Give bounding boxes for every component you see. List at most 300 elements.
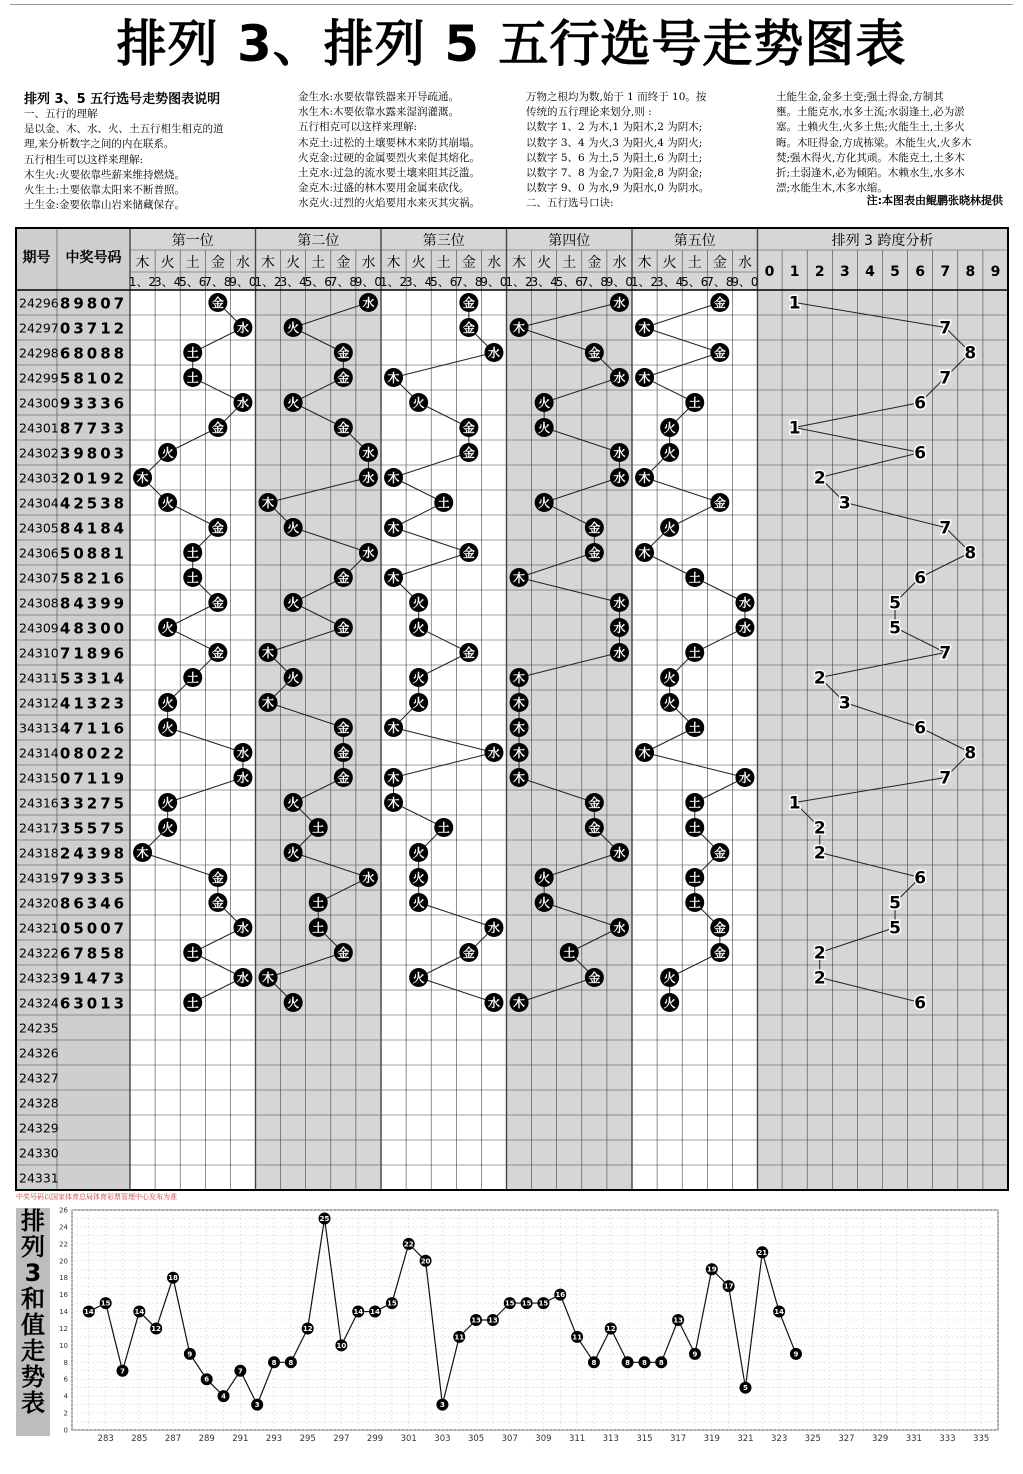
digit-pair-header: 9、0	[605, 275, 634, 289]
element-ball-label: 木	[513, 721, 526, 735]
sum-point-label: 4	[221, 1392, 226, 1401]
element-ball-label: 火	[663, 671, 676, 685]
element-ball-label: 木	[387, 796, 400, 810]
digit-pair-header: 5、6	[304, 275, 332, 289]
sum-point-label: 16	[555, 1291, 566, 1300]
issue-cell: 24319	[19, 870, 59, 886]
element-ball-label: 金	[337, 771, 350, 785]
sum-label-char: 3	[24, 1259, 42, 1287]
span-value: 3	[838, 693, 851, 714]
element-ball-label: 木	[262, 496, 275, 510]
element-ball-label: 木	[136, 471, 149, 485]
element-ball-label: 水	[613, 921, 626, 935]
issue-cell: 24321	[19, 920, 59, 936]
digit-pair-header: 1、2	[505, 275, 533, 289]
element-ball-label: 火	[161, 721, 174, 735]
element-ball-label: 水	[613, 596, 626, 610]
number-cell: 08022	[59, 744, 128, 763]
element-ball-label: 水	[362, 446, 375, 460]
element-ball-label: 土	[312, 921, 325, 935]
element-header: 木	[261, 255, 276, 271]
sum-label-char: 表	[21, 1389, 45, 1417]
element-ball-label: 金	[211, 896, 224, 910]
intro-line: 水克火:过烈的火焰要用水来灭其灾祸。	[298, 197, 481, 210]
digit-pair-header: 1、2	[128, 275, 157, 289]
sum-point-label: 9	[692, 1350, 698, 1359]
digit-pair-header: 7、8	[329, 275, 357, 289]
element-ball-label: 木	[513, 996, 526, 1010]
element-ball-label: 土	[186, 546, 199, 560]
number-cell: 91473	[59, 969, 128, 988]
x-tick-label: 315	[636, 1434, 653, 1444]
number-cell: 35575	[59, 819, 128, 838]
number-cell: 68088	[59, 344, 128, 363]
x-tick-label: 323	[771, 1434, 788, 1444]
element-header: 木	[386, 255, 401, 271]
element-ball-label: 土	[688, 571, 701, 585]
element-ball-label: 土	[186, 671, 199, 685]
element-ball-label: 金	[211, 421, 224, 435]
element-ball-label: 火	[287, 396, 300, 410]
digit-pair-header: 3、4	[279, 275, 307, 289]
element-ball-label: 土	[312, 896, 325, 910]
element-ball-label: 金	[337, 571, 350, 585]
element-ball-label: 火	[161, 621, 174, 635]
sum-label-char: 和	[21, 1285, 45, 1313]
element-ball-label: 木	[262, 696, 275, 710]
element-ball-label: 水	[236, 971, 249, 985]
element-ball-label: 金	[337, 346, 350, 360]
sum-point-label: 15	[100, 1299, 111, 1308]
number-cell: 67858	[59, 944, 128, 963]
span-digit-header: 1	[789, 264, 800, 280]
element-ball-label: 火	[287, 996, 300, 1010]
element-ball-label: 土	[186, 946, 199, 960]
sum-point-label: 11	[572, 1333, 582, 1342]
intro-line: 壅。土能克水,水多土流;水弱逢土,必为淤	[776, 106, 965, 119]
sum-point-label: 6	[204, 1375, 210, 1384]
element-header: 火	[160, 255, 175, 271]
sum-point-label: 15	[538, 1299, 549, 1308]
span-value: 1	[788, 793, 801, 814]
x-tick-label: 331	[905, 1434, 922, 1444]
element-ball-label: 火	[663, 996, 676, 1010]
sum-point-label: 3	[254, 1401, 260, 1410]
span-value: 5	[889, 918, 901, 939]
intro-line: 土生金:金要依靠山岩来储藏保存。	[24, 199, 186, 212]
span-value: 1	[788, 293, 801, 314]
issue-cell: 24331	[19, 1170, 59, 1186]
element-ball-label: 火	[663, 421, 676, 435]
issue-cell: 24297	[19, 320, 59, 336]
span-value: 8	[964, 743, 977, 764]
element-ball-label: 金	[211, 296, 224, 310]
element-header: 土	[562, 255, 577, 271]
element-ball-label: 金	[713, 346, 726, 360]
issue-cell: 24301	[19, 420, 59, 436]
element-ball-label: 水	[738, 771, 751, 785]
element-ball-label: 火	[412, 896, 425, 910]
intro-line: 火克金:过硬的金属要烈火来促其熔化。	[298, 151, 481, 164]
number-cell: 03712	[59, 319, 128, 338]
element-ball-label: 木	[513, 321, 526, 335]
x-tick-label: 329	[872, 1434, 889, 1444]
sum-point-label: 8	[658, 1358, 664, 1367]
element-ball-label: 木	[513, 746, 526, 760]
position-header: 第二位	[297, 233, 340, 249]
number-cell: 89807	[59, 294, 128, 313]
intro-line: 金克木:过盛的林木要用金属来砍伐。	[298, 182, 470, 195]
sum-point-label: 14	[83, 1308, 94, 1317]
element-ball-label: 土	[186, 571, 199, 585]
y-tick-label: 0	[63, 1426, 68, 1435]
element-ball-label: 水	[613, 646, 626, 660]
element-header: 金	[336, 255, 351, 271]
y-tick-label: 18	[59, 1274, 68, 1283]
y-tick-label: 14	[59, 1308, 68, 1317]
intro-line: 一、五行的理解	[24, 108, 98, 120]
element-ball-label: 水	[362, 546, 375, 560]
element-ball-label: 金	[588, 796, 601, 810]
element-ball-label: 金	[462, 296, 475, 310]
element-header: 土	[436, 255, 451, 271]
element-ball-label: 水	[236, 321, 249, 335]
span-value: 2	[813, 668, 826, 689]
element-ball-label: 水	[487, 921, 500, 935]
sum-point-label: 14	[353, 1308, 364, 1317]
span-value: 5	[889, 593, 901, 614]
y-tick-label: 20	[59, 1257, 68, 1266]
span-value: 7	[939, 518, 952, 539]
span-digit-header: 9	[990, 264, 1001, 280]
element-ball-label: 金	[588, 521, 601, 535]
element-ball-label: 火	[161, 696, 174, 710]
span-value: 6	[914, 393, 927, 414]
element-ball-label: 水	[738, 621, 751, 635]
issue-cell: 24314	[19, 745, 59, 761]
sum-point-label: 18	[168, 1274, 178, 1283]
element-ball-label: 土	[688, 721, 701, 735]
element-ball-label: 金	[713, 496, 726, 510]
element-header: 水	[486, 255, 501, 271]
sum-point-label: 19	[706, 1265, 717, 1274]
number-cell: 93336	[59, 394, 128, 413]
intro-line: 焚;强木得火,方化其顽。木能克土,土多木	[776, 151, 965, 164]
element-ball-label: 金	[462, 321, 475, 335]
span-digit-header: 4	[865, 264, 875, 280]
element-ball-label: 火	[412, 971, 425, 985]
number-cell: 42538	[59, 494, 128, 513]
issue-cell: 24312	[19, 695, 59, 711]
intro-line: 万物之根均为数,始于 1 而终于 10。按	[526, 91, 707, 103]
element-ball-label: 水	[236, 771, 249, 785]
element-ball-label: 木	[638, 471, 651, 485]
element-ball-label: 火	[412, 671, 425, 685]
number-cell: 47116	[59, 719, 128, 738]
element-ball-label: 土	[688, 896, 701, 910]
span-value: 7	[939, 318, 952, 339]
number-cell: 71896	[59, 644, 128, 663]
position-header: 第四位	[548, 233, 591, 249]
element-header: 木	[135, 255, 150, 271]
x-tick-label: 311	[568, 1434, 586, 1444]
issue-cell: 24318	[19, 845, 59, 861]
y-tick-label: 22	[59, 1240, 68, 1249]
element-ball-label: 金	[462, 646, 475, 660]
number-cell: 24398	[59, 844, 128, 863]
intro-line: 金生水:水要依靠铁器来开导疏通。	[298, 91, 460, 103]
element-ball-label: 木	[262, 646, 275, 660]
x-tick-label: 289	[198, 1434, 215, 1444]
span-value: 2	[813, 968, 826, 989]
number-cell: 87733	[59, 419, 128, 438]
element-header: 火	[286, 255, 301, 271]
intro-line: 漂;水能生木,木多水缩。	[776, 182, 888, 195]
sum-point-label: 15	[387, 1299, 397, 1308]
sum-point-label: 21	[757, 1248, 768, 1257]
element-ball-label: 火	[287, 596, 300, 610]
digit-pair-header: 7、8	[580, 275, 608, 289]
intro-line: 以数字 3、4 为火,3 为阳火,4 为阴火;	[526, 136, 703, 149]
digit-pair-header: 7、8	[204, 275, 232, 289]
y-tick-label: 2	[63, 1409, 68, 1418]
span-value: 1	[788, 418, 801, 439]
x-tick-label: 283	[97, 1434, 114, 1444]
element-header: 水	[737, 255, 752, 271]
element-ball-label: 火	[538, 896, 551, 910]
y-tick-label: 10	[59, 1341, 68, 1350]
number-cell: 53314	[59, 669, 128, 688]
span-digit-header: 5	[890, 264, 900, 280]
digit-pair-header: 9、0	[354, 275, 383, 289]
digit-pair-header: 1、2	[630, 275, 659, 289]
element-header: 金	[712, 255, 727, 271]
issue-cell: 24320	[19, 895, 59, 911]
intro-heading: 排列 3、5 五行选号走势图表说明	[24, 92, 221, 107]
intro-line: 理,来分析数字之间的内在联系。	[24, 138, 175, 151]
sum-point-label: 8	[288, 1358, 294, 1367]
span-value: 6	[914, 718, 927, 739]
sum-label-char: 走	[21, 1337, 45, 1365]
number-cell: 07119	[59, 769, 128, 788]
element-ball-label: 火	[412, 846, 425, 860]
element-header: 火	[662, 255, 677, 271]
element-ball-label: 火	[663, 446, 676, 460]
element-ball-label: 金	[337, 746, 350, 760]
element-header: 土	[687, 255, 702, 271]
element-ball-label: 火	[663, 696, 676, 710]
issue-cell: 24329	[19, 1120, 59, 1136]
element-ball-label: 金	[588, 546, 601, 560]
number-cell: 79335	[59, 869, 128, 888]
number-cell: 58102	[59, 369, 128, 388]
number-cell: 39803	[59, 444, 128, 463]
element-ball-label: 水	[487, 346, 500, 360]
intro-line: 折;土弱逢木,必为倾陷。木赖水生,水多木	[776, 167, 965, 180]
span-value: 6	[914, 993, 927, 1014]
element-ball-label: 金	[588, 821, 601, 835]
span-value: 7	[939, 643, 952, 664]
x-tick-label: 291	[232, 1434, 249, 1444]
element-ball-label: 火	[287, 796, 300, 810]
element-ball-label: 金	[713, 921, 726, 935]
digit-pair-header: 9、0	[229, 275, 257, 289]
intro-line: 火生土:土要依靠太阳来不断普照。	[24, 184, 186, 197]
digit-pair-header: 5、6	[430, 275, 458, 289]
element-ball-label: 金	[713, 946, 726, 960]
element-ball-label: 木	[638, 371, 651, 385]
element-ball-label: 水	[487, 746, 500, 760]
element-ball-label: 火	[538, 396, 551, 410]
element-ball-label: 土	[688, 871, 701, 885]
credit-note: 注:本图表由鲲鹏张晓林提供	[866, 194, 1003, 207]
element-ball-label: 金	[337, 421, 350, 435]
x-tick-label: 301	[400, 1434, 417, 1444]
element-ball-label: 土	[186, 996, 199, 1010]
element-ball-label: 水	[613, 471, 626, 485]
element-header: 水	[361, 255, 376, 271]
x-tick-label: 327	[838, 1434, 855, 1444]
span-value: 8	[964, 543, 977, 564]
issue-cell: 24328	[19, 1095, 59, 1111]
element-ball-label: 金	[713, 846, 726, 860]
element-ball-label: 金	[462, 421, 475, 435]
element-ball-label: 土	[437, 821, 450, 835]
element-ball-label: 土	[688, 396, 701, 410]
element-header: 水	[612, 255, 627, 271]
sum-point-label: 12	[605, 1324, 616, 1333]
position-header: 第一位	[171, 233, 214, 249]
element-header: 木	[637, 255, 652, 271]
issue-cell: 24309	[19, 620, 59, 636]
element-ball-label: 木	[513, 571, 526, 585]
position-header: 第三位	[422, 233, 465, 249]
intro-line: 土克水:过急的流水要土壤来阻其泛滥。	[298, 167, 481, 180]
element-ball-label: 木	[638, 546, 651, 560]
sum-point-label: 8	[271, 1358, 277, 1367]
issue-cell: 34313	[19, 720, 59, 736]
sum-point-label: 7	[237, 1367, 243, 1376]
element-ball-label: 土	[688, 646, 701, 660]
digit-pair-header: 1、2	[254, 275, 282, 289]
issue-cell: 24326	[19, 1045, 59, 1061]
y-tick-label: 4	[63, 1392, 68, 1401]
element-ball-label: 火	[538, 871, 551, 885]
span-header: 排列 3 跨度分析	[831, 233, 934, 249]
issue-cell: 24308	[19, 595, 59, 611]
sum-chart-frame	[72, 1210, 998, 1430]
digit-pair-header: 5、6	[179, 275, 207, 289]
span-value: 3	[838, 493, 851, 514]
number-header: 中奖号码	[65, 250, 122, 266]
span-digit-header: 0	[764, 264, 775, 280]
x-tick-label: 299	[366, 1434, 384, 1444]
issue-cell: 24310	[19, 645, 59, 661]
element-ball-label: 土	[312, 821, 325, 835]
intro-line: 五行相克可以这样来理解:	[298, 121, 418, 134]
number-cell: 58216	[59, 569, 128, 588]
sum-point-label: 8	[641, 1358, 647, 1367]
element-ball-label: 金	[211, 871, 224, 885]
element-ball-label: 土	[186, 371, 199, 385]
number-cell: 41323	[59, 694, 128, 713]
intro-line: 水生木:木要依靠水露来湿润灌溉。	[298, 106, 460, 119]
issue-cell: 24235	[19, 1020, 59, 1036]
element-ball-label: 金	[337, 621, 350, 635]
element-ball-label: 水	[236, 396, 249, 410]
x-tick-label: 321	[737, 1434, 754, 1444]
sum-point-label: 5	[743, 1384, 748, 1393]
intro-line: 木克土:过松的土壤要林木来防其崩塌。	[298, 136, 481, 149]
element-ball-label: 木	[638, 746, 651, 760]
element-ball-label: 水	[236, 921, 249, 935]
x-tick-label: 333	[939, 1434, 956, 1444]
element-ball-label: 火	[287, 846, 300, 860]
y-tick-label: 26	[59, 1206, 68, 1215]
span-value: 6	[914, 568, 927, 589]
x-tick-label: 305	[467, 1434, 485, 1444]
element-ball-label: 金	[211, 646, 224, 660]
sum-point-label: 22	[403, 1240, 414, 1249]
intro-line: 以数字 5、6 为土,5 为阳土,6 为阴土;	[526, 151, 703, 164]
element-ball-label: 金	[462, 446, 475, 460]
issue-cell: 24315	[19, 770, 59, 786]
element-header: 火	[537, 255, 552, 271]
span-digit-header: 3	[839, 264, 850, 280]
element-ball-label: 木	[387, 371, 400, 385]
element-ball-label: 木	[513, 771, 526, 785]
element-ball-label: 木	[513, 696, 526, 710]
number-cell: 84399	[59, 594, 128, 613]
element-ball-label: 火	[161, 796, 174, 810]
x-tick-label: 319	[703, 1434, 720, 1444]
element-ball-label: 火	[663, 971, 676, 985]
issue-cell: 24304	[19, 495, 59, 511]
intro-line: 以数字 1、2 为木,1 为阳木,2 为阴木;	[526, 121, 703, 134]
sum-point-label: 20	[420, 1257, 431, 1266]
y-tick-label: 8	[63, 1358, 68, 1367]
digit-pair-header: 1、2	[379, 275, 408, 289]
element-header: 木	[512, 255, 527, 271]
sum-point-label: 3	[439, 1401, 445, 1410]
sum-point-label: 25	[319, 1214, 330, 1223]
x-tick-label: 325	[804, 1434, 821, 1444]
intro-line: 五行相生可以这样来理解:	[24, 153, 144, 166]
sum-point-label: 7	[120, 1367, 125, 1376]
intro-line: 木生火:火要依靠些薪来维持燃烧。	[24, 168, 186, 181]
span-value: 2	[813, 468, 826, 489]
issue-cell: 24306	[19, 545, 59, 561]
span-digit-header: 2	[814, 264, 825, 280]
digit-pair-header: 7、8	[706, 275, 734, 289]
sum-point-label: 14	[774, 1308, 785, 1317]
span-value: 2	[813, 943, 826, 964]
element-ball-label: 木	[387, 721, 400, 735]
digit-pair-header: 3、4	[154, 275, 182, 289]
intro-line: 以数字 9、0 为水,9 为阳水,0 为阴水。	[526, 182, 710, 195]
digit-pair-header: 7、8	[455, 275, 483, 289]
number-cell: 50881	[59, 544, 128, 563]
element-ball-label: 金	[462, 946, 475, 960]
element-ball-label: 土	[437, 496, 450, 510]
issue-cell: 24299	[19, 370, 59, 386]
intro-line: 二、五行选号口诀:	[526, 197, 614, 210]
number-cell: 33275	[59, 794, 128, 813]
y-tick-label: 24	[59, 1223, 68, 1232]
issue-cell: 24300	[19, 395, 59, 411]
span-digit-header: 6	[915, 264, 926, 280]
digit-pair-header: 9、0	[731, 275, 759, 289]
